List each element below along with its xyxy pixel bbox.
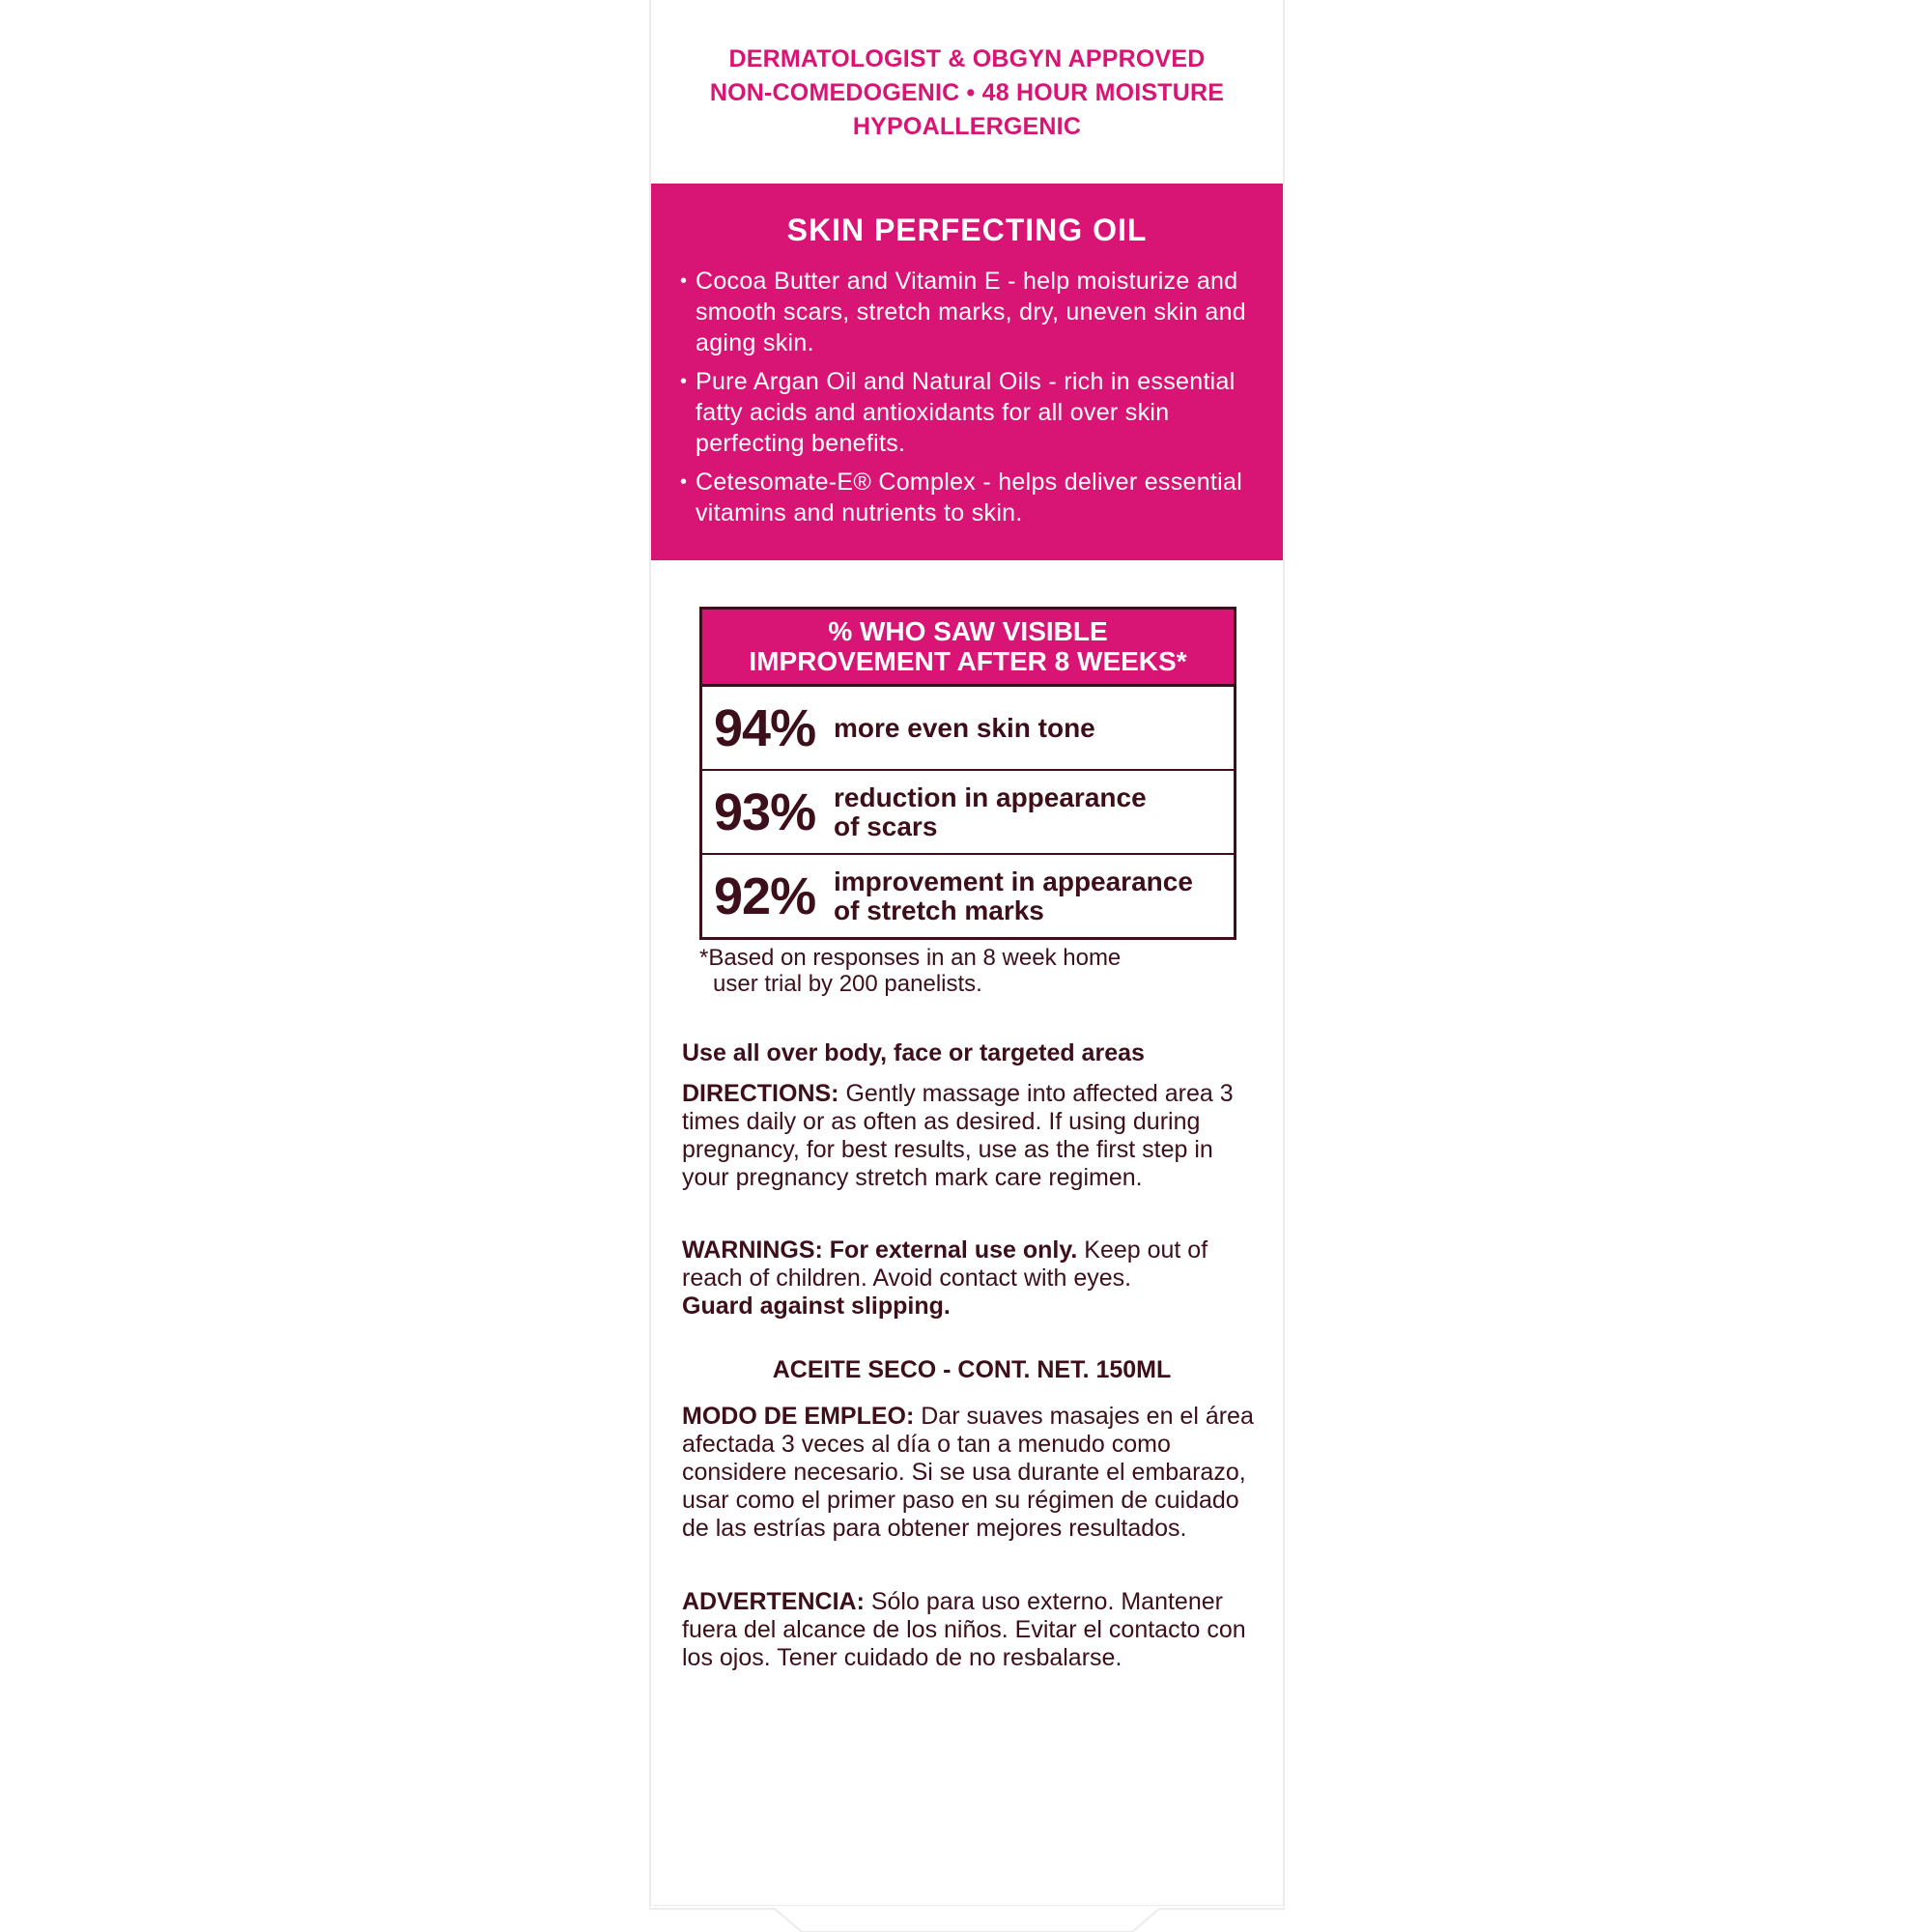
modo-label: MODO DE EMPLEO: (682, 1403, 915, 1430)
directions-label: DIRECTIONS: (682, 1080, 839, 1107)
benefit-text: Cocoa Butter and Vitamin E - help moisturize and smooth scars, stretch marks, dry, uneven skin and aging skin. (696, 268, 1247, 356)
directions-paragraph (682, 1080, 1262, 1192)
warnings-paragraph (682, 1236, 1262, 1321)
results-table (699, 607, 1236, 940)
product-benefits-panel (651, 184, 1283, 560)
advertencia-text: Sólo para uso externo. Mantener fuera del alcance de los niños. Evitar el contacto con los ojos. Tener cuidado de no resbalarse. (682, 1588, 1246, 1671)
modo-de-empleo-paragraph (682, 1403, 1262, 1543)
package-fold-shape (649, 1905, 1285, 1932)
result-line-1: improvement in appearance (834, 866, 1193, 896)
result-description (834, 867, 1193, 925)
result-percent: 93% (714, 782, 816, 841)
warnings-slipping: Guard against slipping. (682, 1293, 951, 1320)
result-description (834, 783, 1147, 841)
bullet-icon: • (680, 471, 688, 493)
result-row (702, 771, 1234, 855)
bullet-icon: • (680, 270, 688, 292)
result-line-1: more even skin tone (834, 712, 1095, 743)
footnote-line-1: *Based on responses in an 8 week home (699, 945, 1122, 971)
package-bottom-edge (649, 1905, 1285, 1932)
benefit-text: Cetesomate-E® Complex - helps deliver essential vitamins and nutrients to skin. (696, 469, 1243, 526)
result-row (702, 687, 1234, 771)
result-line-2: of scars (834, 810, 938, 841)
bullet-icon: • (680, 371, 688, 392)
modo-text: Dar suaves masajes en el área afectada 3 veces al día o tan a menudo como considere necesario. Si se usa durante el embarazo, usar como el primer paso en su régimen de cuidado de las estrías para obtener mejores resultados. (682, 1403, 1254, 1542)
result-line-2: of stretch marks (834, 895, 1044, 925)
claim-line-2: NON-COMEDOGENIC • 48 HOUR MOISTURE (709, 79, 1225, 106)
directions-text: Gently massage into affected area 3 times daily or as often as desired. If using during pregnancy, for best results, use as the first step in your pregnancy stretch mark care regimen. (682, 1080, 1234, 1191)
claim-line-1: DERMATOLOGIST & OBGYN APPROVED (728, 45, 1206, 72)
results-title-line-1: % WHO SAW VISIBLE (828, 616, 1108, 646)
benefit-item (680, 467, 1254, 528)
advertencia-label: ADVERTENCIA: (682, 1588, 865, 1615)
warnings-label: WARNINGS: For external use only. (682, 1236, 1078, 1264)
result-row (702, 855, 1234, 937)
benefit-text: Pure Argan Oil and Natural Oils - rich in essential fatty acids and antioxidants for all over skin perfecting benefits. (696, 368, 1236, 457)
results-table-header (702, 610, 1234, 687)
advertencia-paragraph (682, 1588, 1262, 1672)
spanish-product-name: ACEITE SECO - CONT. NET. 150ML (772, 1356, 1172, 1383)
claim-line-3: HYPOALLERGENIC (852, 113, 1082, 140)
package-back-panel (649, 0, 1285, 1909)
benefit-item (680, 266, 1254, 358)
results-title-line-2: IMPROVEMENT AFTER 8 WEEKS* (749, 646, 1187, 676)
result-line-1: reduction in appearance (834, 781, 1147, 812)
approval-claims (651, 43, 1283, 144)
result-percent: 92% (714, 867, 816, 925)
usage-line: Use all over body, face or targeted areas (682, 1039, 1145, 1066)
results-footnote (699, 945, 1221, 997)
result-percent: 94% (714, 698, 816, 757)
product-title: SKIN PERFECTING OIL (786, 213, 1148, 247)
footnote-line-2: user trial by 200 panelists. (713, 971, 982, 997)
result-description (834, 714, 1095, 743)
benefit-item (680, 366, 1254, 459)
warnings-text: Keep out of reach of children. Avoid contact with eyes. (682, 1236, 1208, 1292)
